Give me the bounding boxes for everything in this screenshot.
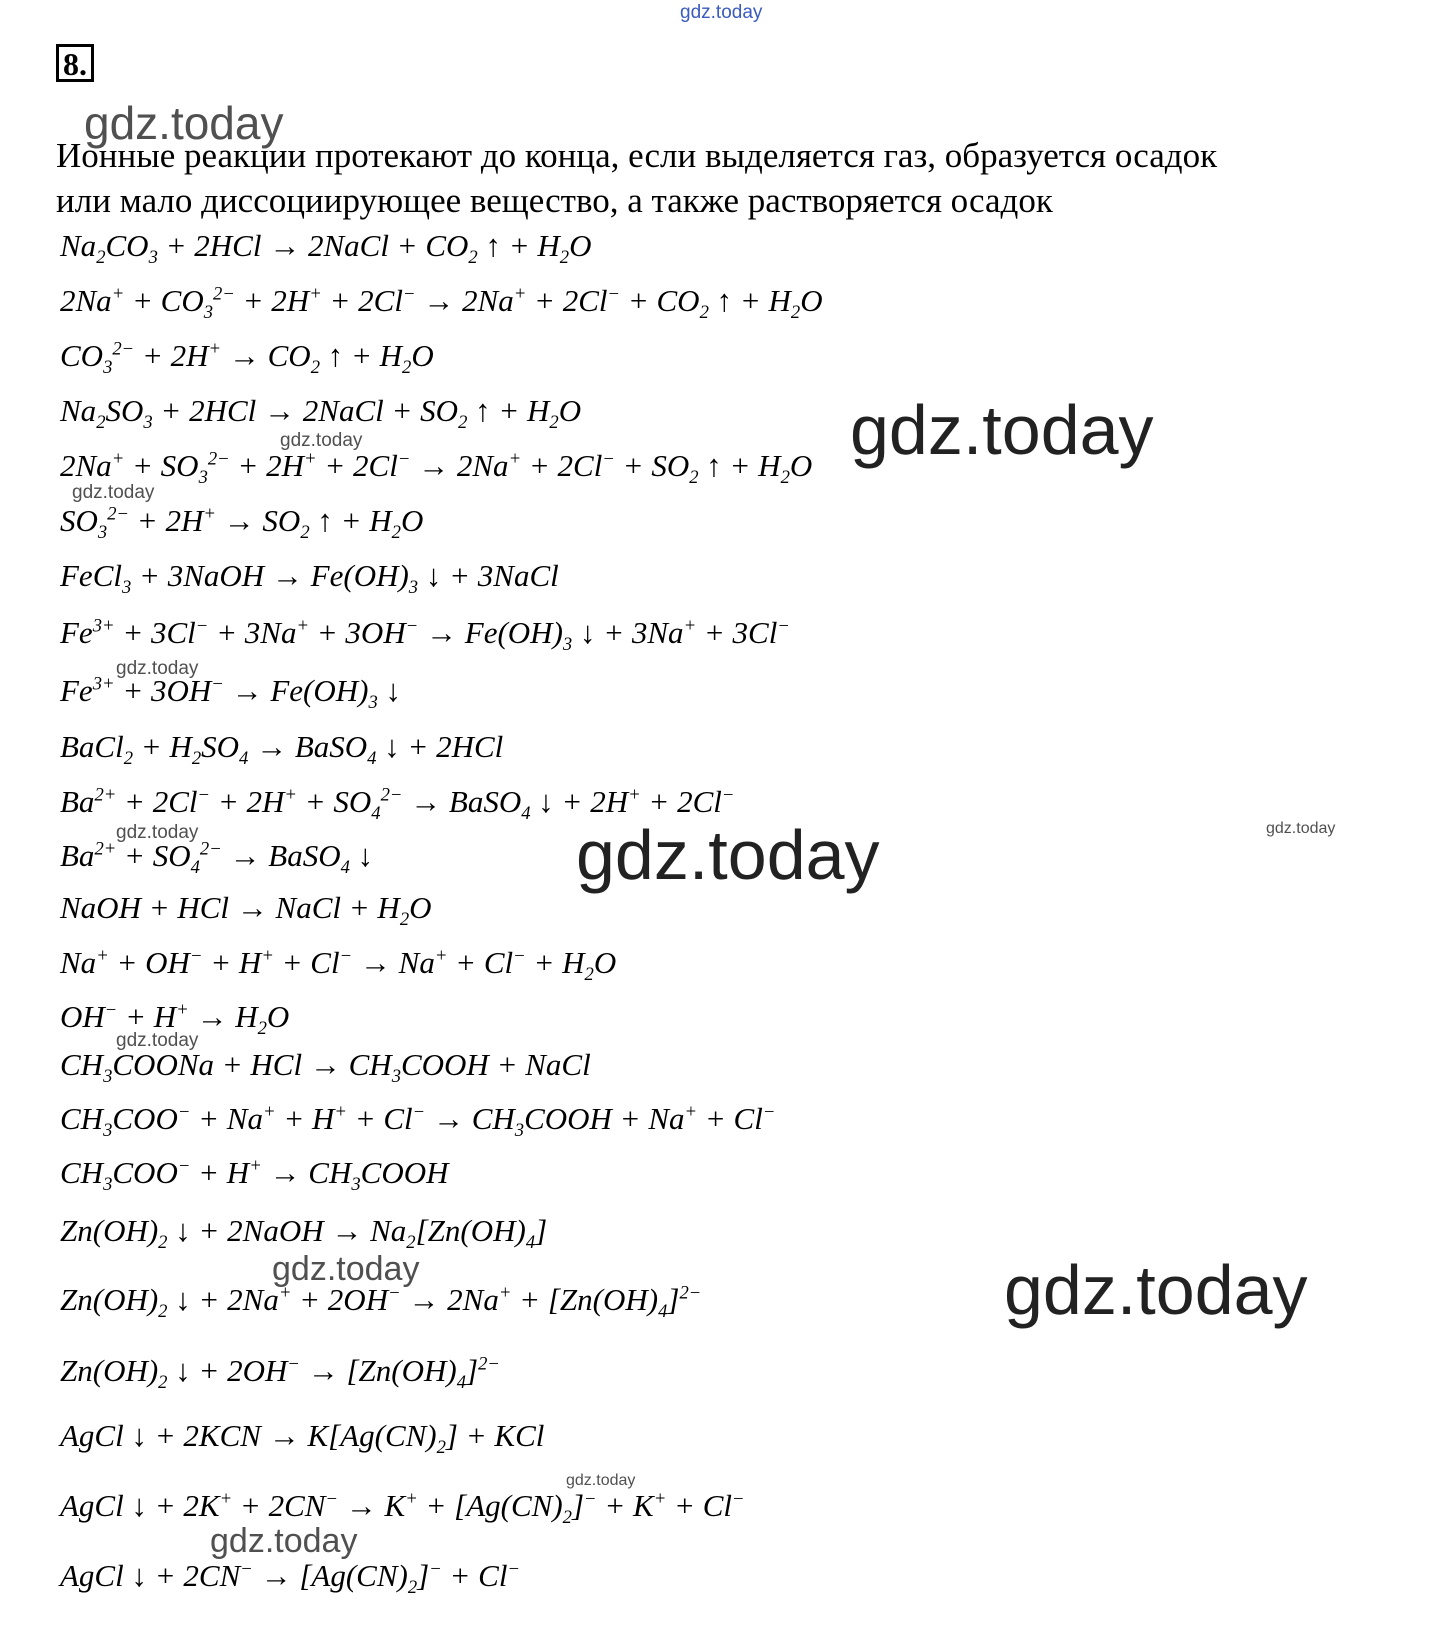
equation-12: $Ba^{2+} + SO_4^{2-}$ → BaSO$_4$ ↓	[60, 838, 374, 879]
equation-13: NaOH + HCl → NaCl + $H_2O$	[60, 890, 432, 931]
intro-line-1: Ионные реакции протекают до конца, если выделяется газ, образуется осадок	[56, 136, 1218, 175]
equation-22: AgCl ↓ + $2KCN \to K[Ag(CN)_2]$ + KCl	[60, 1418, 545, 1459]
watermark: gdz.today	[116, 822, 199, 843]
equation-24: AgCl ↓ + $2CN^- \to [Ag(CN)_2]^- + Cl^-$	[60, 1558, 521, 1599]
watermark: gdz.today	[116, 1030, 199, 1051]
equation-10: BaCl$_2$ + $H_2SO_4$ → BaSO$_4$ ↓ + 2HCl	[60, 729, 504, 770]
equation-20: $Zn(OH)_2$ ↓ + $2Na^+ + 2OH^- \to 2Na^+ + [Zn(OH)_4]^{2-}$	[60, 1282, 702, 1323]
watermark: gdz.today	[1266, 820, 1336, 837]
equation-1: $Na_2CO_3 + 2HCl$ → 2NaCl + $CO_2$ ↑ + $H_2O$	[60, 228, 592, 269]
equation-4: $Na_2SO_3 + 2HCl$ → 2NaCl + $SO_2$ ↑ + $H_2O$	[60, 393, 582, 434]
equation-7: FeCl$_3$ + 3NaOH → $Fe(OH)_3$ ↓ + 3NaCl	[60, 558, 559, 599]
equation-16: $CH_3COONa$ + HCl → $CH_3COOH$ + NaCl	[60, 1047, 591, 1088]
watermark: gdz.today	[210, 1522, 358, 1560]
watermark: gdz.today	[1004, 1251, 1308, 1329]
watermark: gdz.today	[576, 816, 880, 894]
equation-9: $Fe^{3+} + 3OH^- \to Fe(OH)_3$ ↓	[60, 673, 401, 714]
equation-18: $CH_3COO^- + H^+$ → $CH_3COOH$	[60, 1155, 449, 1196]
intro-line-2: или мало диссоциирующее вещество, а также растворяется осадок	[56, 181, 1053, 220]
equation-2: $2Na^+ + CO_3^{2-} + 2H^+ + 2Cl^- \to 2Na^+ + 2Cl^- + CO_2$ ↑ + $H_2O$	[60, 283, 823, 324]
equation-8: $Fe^{3+} + 3Cl^- + 3Na^+ + 3OH^- \to Fe(OH)_3$ ↓ + 3Na+ + 3Cl−	[60, 615, 790, 656]
watermark: gdz.today	[850, 391, 1154, 469]
equation-17: $CH_3COO^- + Na^+ + H^+ + Cl^-$ → $CH_3COOH + Na^+ + Cl^-$	[60, 1101, 776, 1142]
equation-15: $OH^- + H^+ \to H_2O$	[60, 999, 290, 1040]
watermark: gdz.today	[116, 658, 199, 679]
watermark: gdz.today	[272, 1250, 420, 1288]
equation-21: $Zn(OH)_2$ ↓ + $2OH^- \to [Zn(OH)_4]^{2-}$	[60, 1353, 500, 1394]
equation-5: $2Na^+ + SO_3^{2-} + 2H^+ + 2Cl^- \to 2Na^+ + 2Cl^- + SO_2$ ↑ + $H_2O$	[60, 448, 813, 489]
watermark: gdz.today	[280, 430, 363, 451]
problem-number: 8.	[56, 44, 94, 82]
equation-3: $CO_3^{2-} + 2H^+ \to CO_2$ ↑ + $H_2O$	[60, 338, 434, 379]
equation-23: AgCl ↓ + $2K^+ + 2CN^- \to K^+ + [Ag(CN)_2]^- + K^+ + Cl^-$	[60, 1488, 745, 1529]
watermark: gdz.today	[84, 97, 284, 149]
equation-19: $Zn(OH)_2$ ↓ + 2NaOH → $Na_2[Zn(OH)_4]$	[60, 1213, 548, 1254]
watermark-top: gdz.today	[680, 2, 763, 23]
watermark: gdz.today	[72, 482, 155, 503]
watermark: gdz.today	[566, 1472, 636, 1489]
equation-6: $SO_3^{2-} + 2H^+ \to SO_2$ ↑ + $H_2O$	[60, 503, 424, 544]
equation-14: $Na^+ + OH^- + H^+ + Cl^- \to Na^+ + Cl^- + H_2O$	[60, 945, 617, 986]
equation-11: $Ba^{2+} + 2Cl^- + 2H^+ + SO_4^{2-}$ → BaSO$_4$ ↓ + 2H+ + 2Cl−	[60, 784, 735, 825]
